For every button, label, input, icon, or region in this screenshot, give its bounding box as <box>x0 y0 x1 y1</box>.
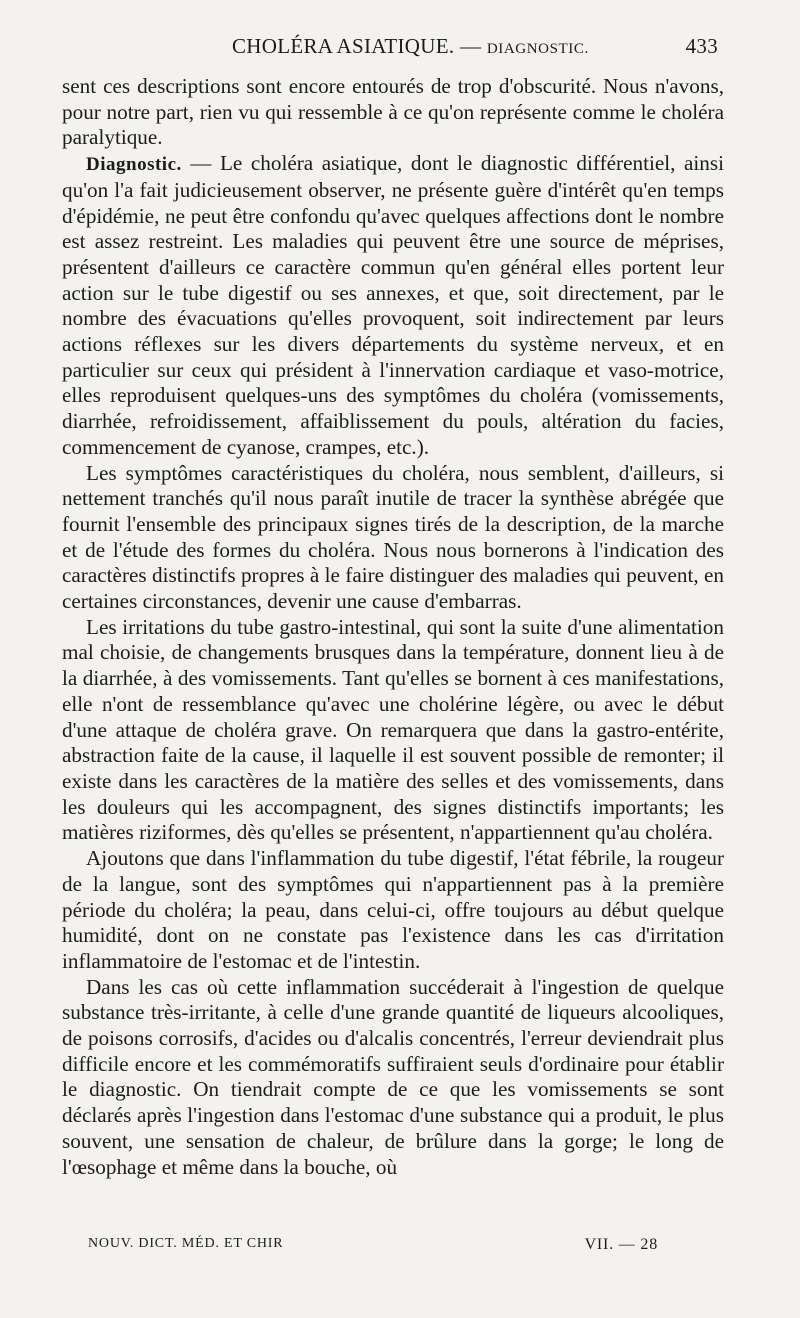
paragraph: Les irritations du tube gastro-intestinal, qui sont la suite d'une alimentation mal choisie, de changements brusques dans la température, donnent lieu à de la diarrhée, à des vomissements. Tant qu'elles se bornent à ces manifestations, elle n'ont de ressemblance qu'avec une cholérine légère, ou avec le début d'une attaque de choléra grave. On remarquera que dans la gastro-entérite, abstraction faite de la cause, il laquelle il est souvent possible de remonter; il existe dans les caractères de la matière des selles et des vomissements, dans les douleurs qui les accompagnent, des signes distinctifs importants; les matières riziformes, dès qu'elles se présentent, n'appartiennent qu'au choléra. <box>62 614 724 845</box>
paragraph: Ajoutons que dans l'inflammation du tube digestif, l'état fébrile, la rougeur de la langue, sont des symptômes qui n'appartiennent pas à la première période du choléra; la peau, dans celui-ci, offre toujours au début quelque humidité, dont on ne constate pas l'existence dans les cas d'irritation inflammatoire de l'estomac et de l'intestin. <box>62 846 724 973</box>
running-header <box>62 34 718 64</box>
paragraph-text: Le choléra asiatique, dont le diagnostic différentiel, ainsi qu'on l'a fait judicieusement observer, ne présente guère d'intérêt qu'en temps d'épidémie, ne peut être confondu qu'avec quelques affections dont le nombre est assez restreint. Les maladies qui peuvent être une source de méprises, présentent d'ailleurs ce caractère commun qu'en général elles portent leur action sur le tube digestif ou ses annexes, et que, soit directement, par le nombre des évacuations qu'elles provoquent, soit indirectement par leurs actions réflexes sur les divers départements du système nerveux, et en particulier sur ceux qui président à l'innervation cardiaque et vaso-motrice, elles reproduisent quelques-uns des symptômes du choléra (vomissements, diarrhée, refroidissement, affaiblissement du pouls, altération du facies, commencement de cyanose, crampes, etc.). <box>62 151 724 459</box>
page-number: 433 <box>685 34 718 58</box>
footer-signature: NOUV. DICT. MÉD. ET CHIR <box>88 1236 284 1251</box>
page-footer <box>88 1236 658 1258</box>
running-title <box>232 34 589 59</box>
footer-sheet-mark: VII. — 28 <box>584 1236 658 1253</box>
running-title-main: CHOLÉRA ASIATIQUE. — <box>232 34 482 58</box>
paragraph: Dans les cas où cette inflammation succéderait à l'ingestion de quelque substance très-irritante, à celle d'une grande quantité de liqueurs alcooliques, de poisons corrosifs, d'acides ou d'alcalis concentrés, l'erreur deviendrait plus difficile encore et les commémoratifs suffiraient seuls d'ordinaire pour établir le diagnostic. On tiendrait compte de ce que les vomissements se sont déclarés après l'ingestion dans l'estomac d'une substance qui a produit, le plus souvent, une sensation de chaleur, de brûlure dans la gorge; le long de l'œsophage et même dans la bouche, où <box>62 974 724 1179</box>
paragraph: sent ces descriptions sont encore entourés de trop d'obscurité. Nous n'avons, pour notre part, rien vu qui ressemble à ce qu'on représente comme le choléra paralytique. <box>62 74 724 150</box>
paragraph-diagnostic <box>62 151 724 460</box>
page-body <box>62 74 724 1180</box>
paragraph: Les symptômes caractéristiques du choléra, nous semblent, d'ailleurs, si nettement tranchés qu'il nous paraît inutile de tracer la synthèse abrégée que fournit l'ensemble des principaux signes tirés de la description, de la marche et de l'étude des formes du choléra. Nous nous bornerons à l'indication des caractères distinctifs propres à le faire distinguer des maladies qui peuvent, en certaines circonstances, devenir une cause d'embarras. <box>62 460 724 614</box>
running-title-section: DIAGNOSTIC. <box>486 41 589 57</box>
heading-dash: — <box>181 151 220 176</box>
section-heading: Diagnostic. <box>86 154 182 176</box>
